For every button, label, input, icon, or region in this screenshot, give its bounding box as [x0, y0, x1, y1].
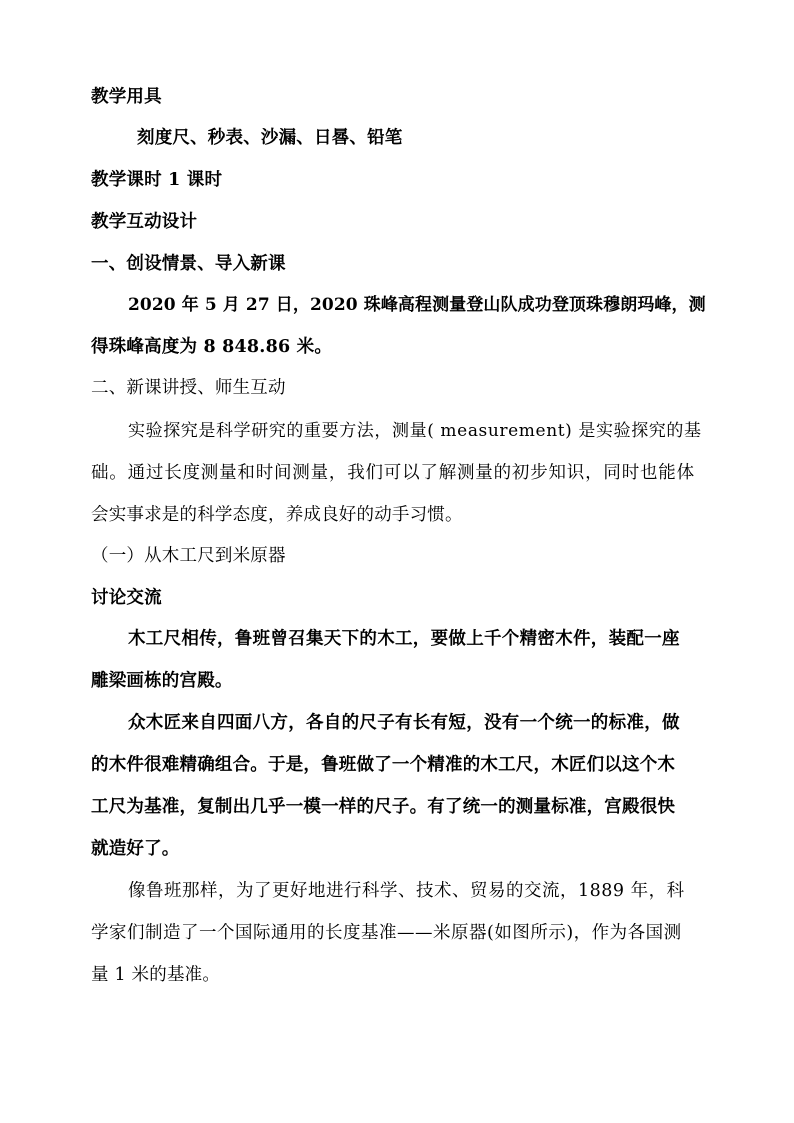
jxks-line: 教学课时 1 课时 [91, 170, 223, 190]
p4-line2: 的木件很难精确组合。于是，鲁班做了一个精准的木工尺，木匠们以这个木 [91, 755, 676, 775]
p3-line2: 雕梁画栋的宫殿。 [91, 671, 233, 691]
p4-line1: 众木匠来自四面八方，各自的尺子有长有短，没有一个统一的标准，做 [128, 713, 680, 733]
section1-heading: 一、创设情景、导入新课 [91, 254, 286, 274]
p5-line3: 量 1 米的基准。 [91, 965, 221, 985]
p4-line3: 工尺为基准，复制出几乎一模一样的尺子。有了统一的测量标准，宫殿很快 [91, 797, 676, 817]
p2-line3: 会实事求是的科学态度，养成良好的动手习惯。 [91, 505, 463, 525]
p5-line1: 像鲁班那样，为了更好地进行科学、技术、贸易的交流，1889 年，科 [128, 881, 685, 901]
jxyj-heading: 教学用具 [91, 87, 162, 107]
tljl-heading: 讨论交流 [91, 588, 162, 608]
p2-line2: 础。通过长度测量和时间测量，我们可以了解测量的初步知识，同时也能体 [91, 463, 695, 483]
p5-line2: 学家们制造了一个国际通用的长度基准——米原器(如图所示)，作为各国测 [91, 923, 682, 943]
p1-line2: 得珠峰高度为 8 848.86 米。 [91, 337, 333, 357]
p1-line1: 2020 年 5 月 27 日，2020 珠峰高程测量登山队成功登顶珠穆朗玛峰，测 [128, 295, 706, 315]
jxyj-items: 刻度尺、秒表、沙漏、日晷、铅笔 [137, 128, 403, 148]
section2-heading: 二、新课讲授、师生互动 [91, 378, 286, 398]
p3-line1: 木工尺相传，鲁班曾召集天下的木工，要做上千个精密木件，装配一座 [128, 629, 680, 649]
hdsj-heading: 教学互动设计 [91, 212, 198, 232]
p4-line4: 就造好了。 [91, 839, 180, 859]
sub1-heading: （一）从木工尺到米原器 [91, 546, 286, 566]
p2-line1: 实验探究是科学研究的重要方法，测量( measurement) 是实验探究的基 [128, 421, 702, 441]
